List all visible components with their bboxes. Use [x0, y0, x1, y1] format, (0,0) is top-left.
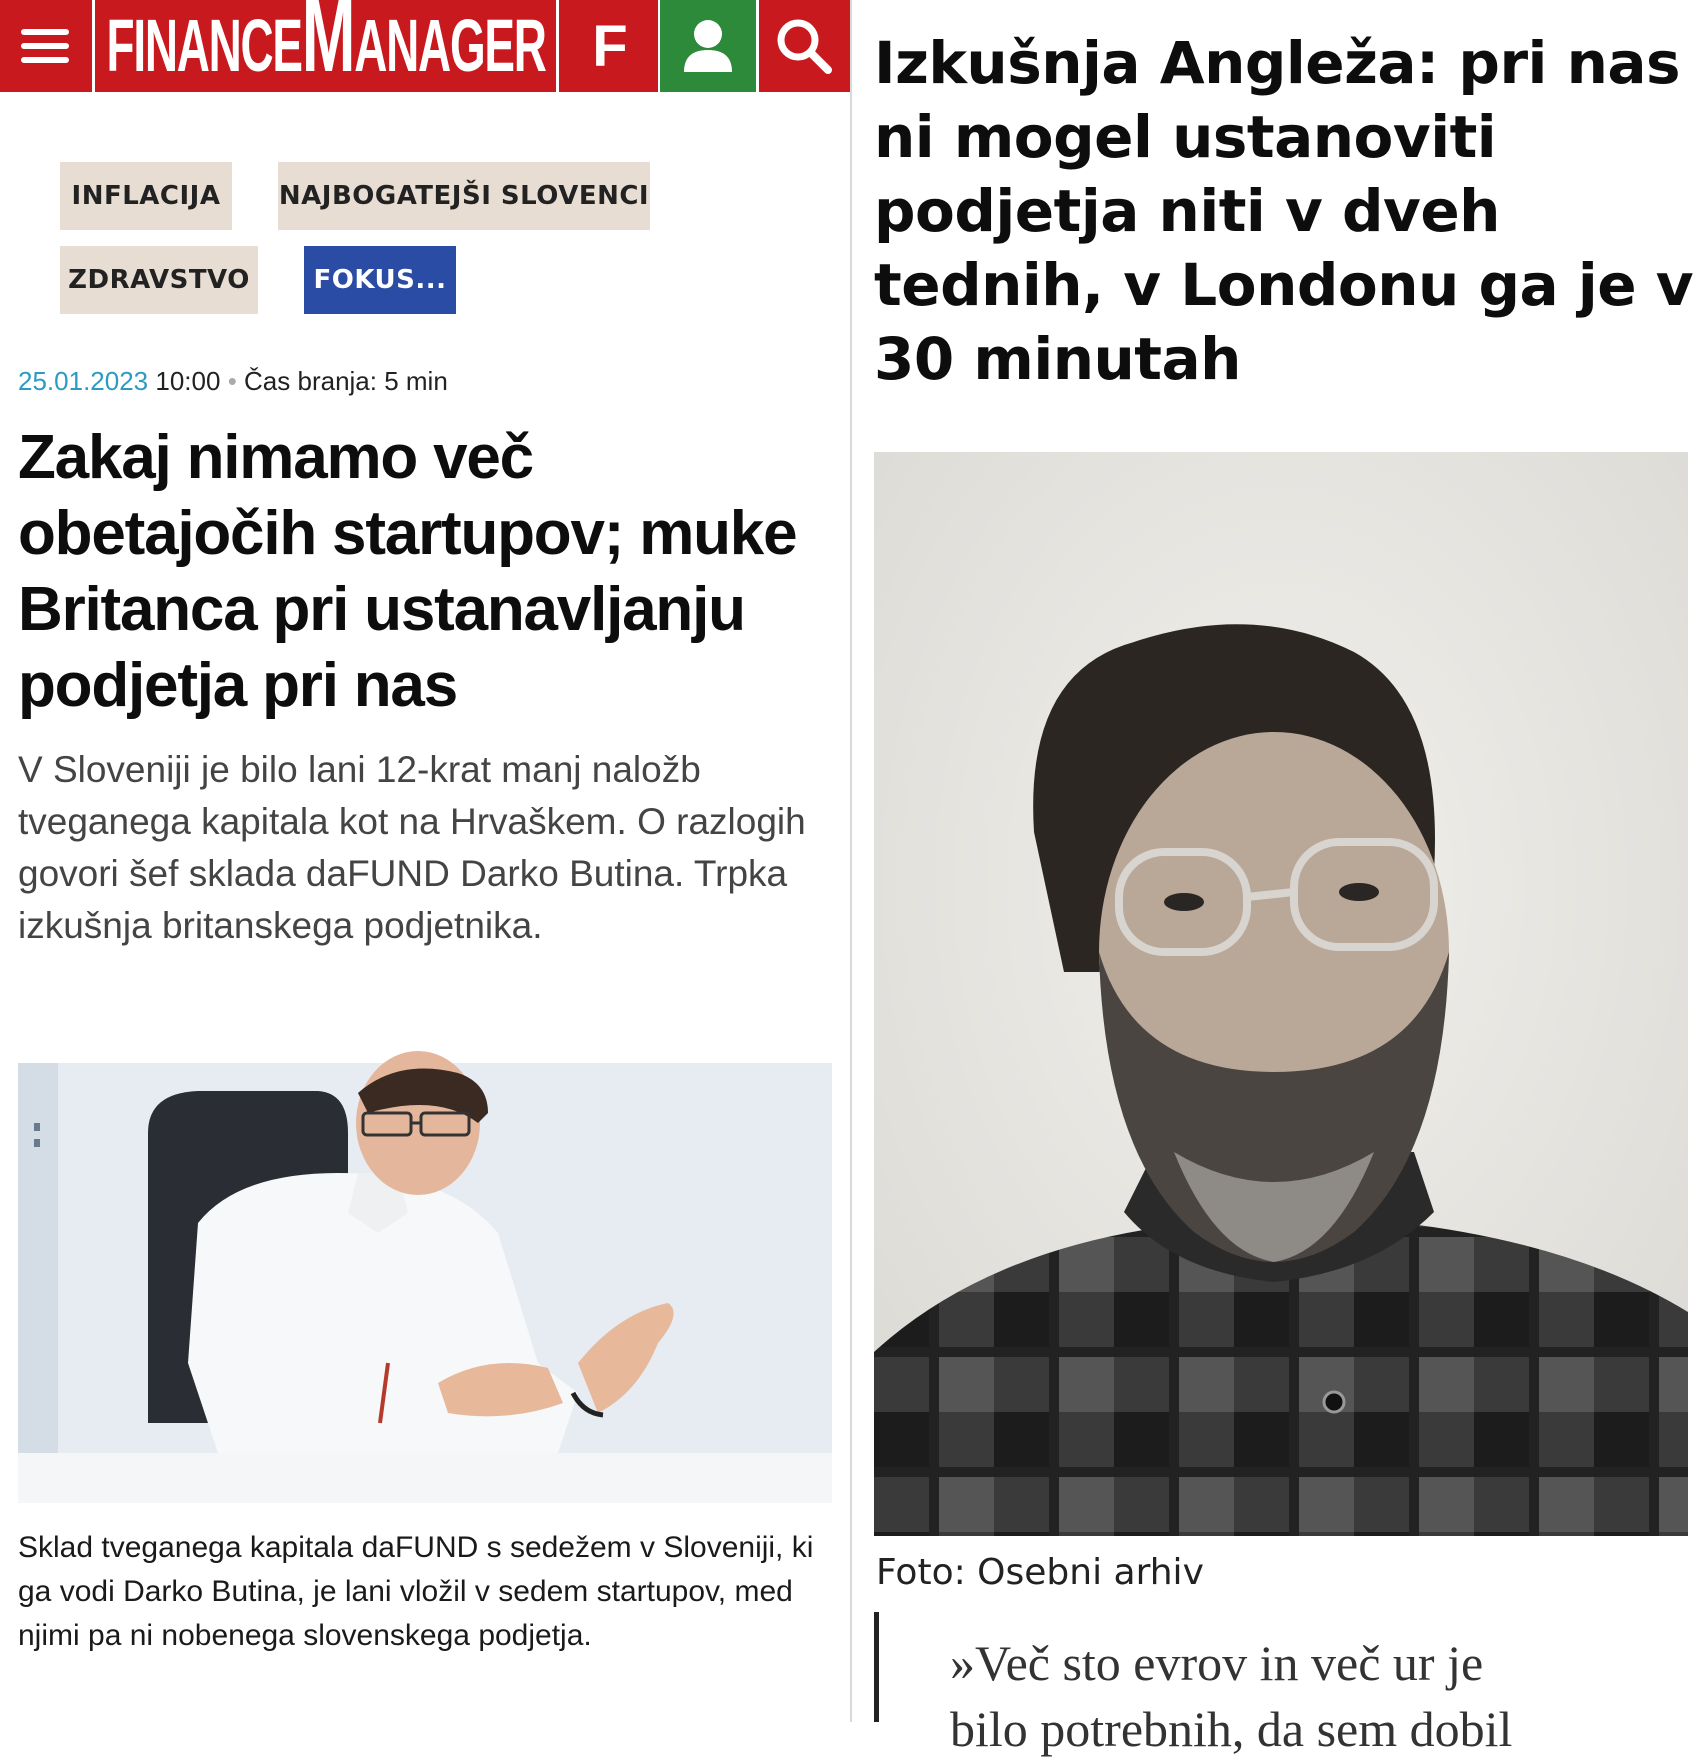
- article-photo: [18, 1063, 832, 1503]
- article-meta: [18, 366, 448, 397]
- search-button[interactable]: [758, 0, 850, 92]
- user-account-button[interactable]: [660, 0, 756, 92]
- tag-fokus[interactable]: FOKUS...: [304, 246, 456, 314]
- photo-caption: Sklad tveganega kapitala daFUND s sedežem v Sloveniji, ki ga vodi Darko Butina, je lani vložil v sedem startupov, med njimi pa ni nobenega slovenskega podjetja.: [18, 1531, 814, 1652]
- reading-time: Čas branja: 5 min: [244, 366, 448, 396]
- user-icon: [682, 18, 734, 74]
- quote-bar: [874, 1612, 879, 1722]
- menu-icon: [21, 21, 69, 71]
- left-screenshot: [0, 0, 850, 1722]
- top-navigation-bar: [0, 0, 850, 92]
- article-lead: V Sloveniji je bilo lani 12-krat manj naložb tveganega kapitala kot na Hrvaškem. O razlogih govori šef sklada daFUND Darko Butina. Trpka izkušnja britanskega podjetnika.: [18, 749, 806, 946]
- divider: [556, 0, 559, 92]
- article-date: 25.01.2023: [18, 366, 149, 396]
- portrait-photo: [874, 452, 1688, 1536]
- site-logo[interactable]: [96, 0, 556, 92]
- search-icon: [775, 17, 833, 75]
- f-button[interactable]: [562, 0, 658, 92]
- portrait-caption: Foto: Osebni arhiv: [876, 1552, 1204, 1593]
- logo-wordmark: FINANCEMANAGER: [106, 0, 546, 94]
- article-time: 10:00: [155, 366, 221, 396]
- tag-inflacija[interactable]: INFLACIJA: [60, 162, 232, 230]
- pull-quote-continuation: bilo potrebnih, da sem dobil: [950, 1701, 1513, 1757]
- meta-separator: •: [227, 366, 237, 396]
- divider: [92, 0, 95, 92]
- tag-najbogatejsi-slovenci[interactable]: NAJBOGATEJŠI SLOVENCI: [278, 162, 650, 230]
- pull-quote: »Več sto evrov in več ur je: [950, 1635, 1484, 1691]
- second-article-title: Izkušnja Angleža: pri nas ni mogel ustanoviti podjetja niti v dveh tednih, v Londonu ga je v 30 minutah: [874, 29, 1694, 393]
- article-title: Zakaj nimamo več obetajočih startupov; muke Britanca pri ustanavljanju podjetja pri nas: [18, 423, 797, 720]
- tag-zdravstvo[interactable]: ZDRAVSTVO: [60, 246, 258, 314]
- panel-divider: [850, 0, 852, 1722]
- menu-button[interactable]: [0, 0, 90, 92]
- f-label: F: [592, 13, 628, 79]
